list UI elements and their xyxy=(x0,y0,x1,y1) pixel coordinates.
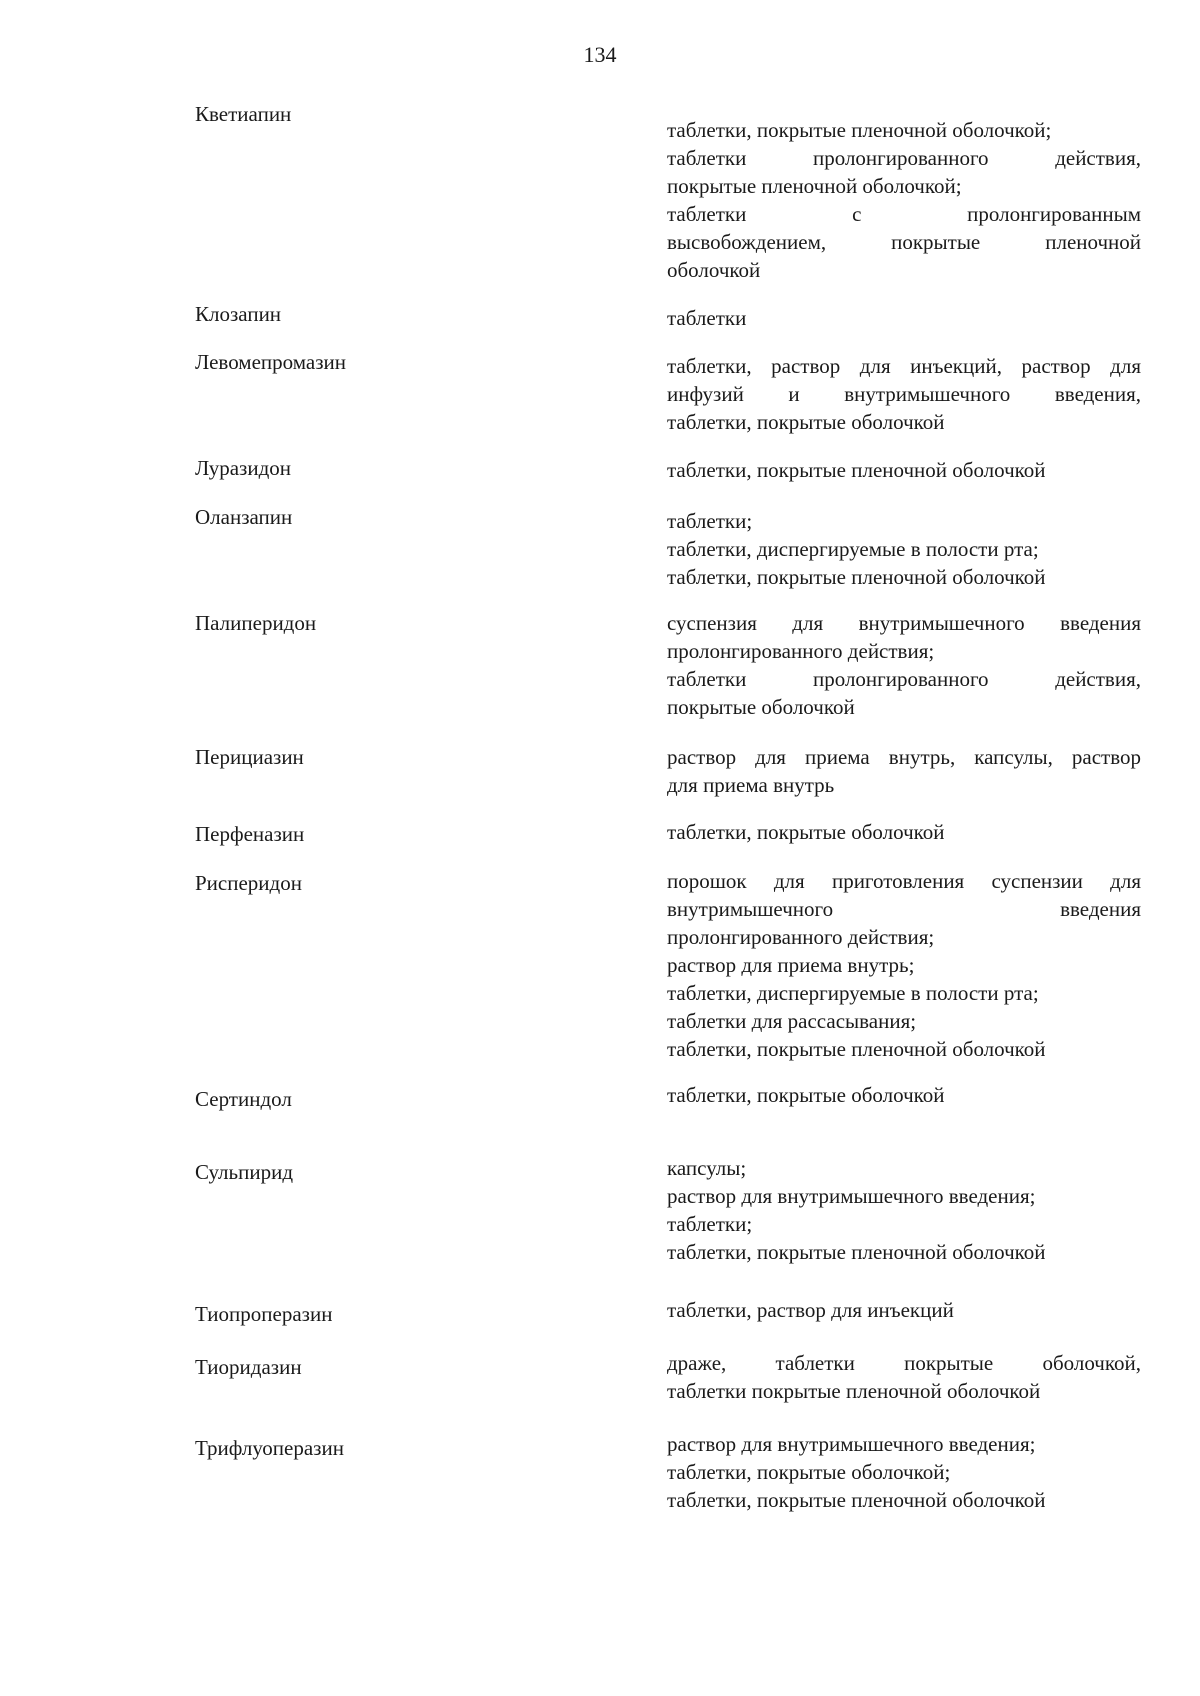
dosage-forms xyxy=(667,1296,1141,1324)
drug-name: Сертиндол xyxy=(195,1087,292,1111)
dosage-form-line: таблетки; xyxy=(667,1212,753,1236)
drug-name: Трифлуоперазин xyxy=(195,1436,344,1460)
dosage-form-line: раствор для приема внутрь, капсулы, раствор xyxy=(667,745,1141,769)
dosage-form-line: инфузий и внутримышечного введения, xyxy=(667,382,1141,406)
dosage-form-line: таблетки пролонгированного действия, xyxy=(667,667,1141,691)
drug-name: Перициазин xyxy=(195,745,304,769)
drug-name: Оланзапин xyxy=(195,505,293,529)
dosage-forms xyxy=(667,609,1141,721)
dosage-form-line: таблетки, раствор для инъекций, раствор для xyxy=(667,354,1141,378)
dosage-form-line: суспензия для внутримышечного введения xyxy=(667,611,1141,635)
dosage-form-line: оболочкой xyxy=(667,258,761,282)
dosage-form-line: таблетки, покрытые пленочной оболочкой xyxy=(667,1037,1046,1061)
dosage-form-line: таблетки пролонгированного действия, xyxy=(667,146,1141,170)
dosage-form-line: высвобождением, покрытые пленочной xyxy=(667,230,1141,254)
drug-name: Кветиапин xyxy=(195,102,292,126)
drug-name: Тиопроперазин xyxy=(195,1302,333,1326)
dosage-form-line: таблетки, покрытые пленочной оболочкой xyxy=(667,1240,1046,1264)
dosage-form-line: пролонгированного действия; xyxy=(667,639,935,663)
dosage-form-line: раствор для внутримышечного введения; xyxy=(667,1184,1036,1208)
drug-name: Клозапин xyxy=(195,302,282,326)
dosage-form-line: таблетки; xyxy=(667,509,753,533)
dosage-form-line: таблетки, покрытые пленочной оболочкой; xyxy=(667,118,1052,142)
dosage-forms xyxy=(667,743,1141,799)
dosage-form-line: таблетки для рассасывания; xyxy=(667,1009,917,1033)
dosage-form-line: таблетки покрытые пленочной оболочкой xyxy=(667,1379,1041,1403)
dosage-forms xyxy=(667,507,1141,591)
dosage-form-line: таблетки с пролонгированным xyxy=(667,202,1141,226)
dosage-form-line: покрытые пленочной оболочкой; xyxy=(667,174,962,198)
dosage-form-line: таблетки, покрытые оболочкой xyxy=(667,820,945,844)
dosage-forms xyxy=(667,1430,1141,1514)
drug-name: Перфеназин xyxy=(195,822,305,846)
dosage-forms xyxy=(667,1081,1141,1109)
dosage-forms xyxy=(667,352,1141,436)
drug-name: Луразидон xyxy=(195,456,291,480)
dosage-form-line: пролонгированного действия; xyxy=(667,925,935,949)
drug-name: Сульпирид xyxy=(195,1160,294,1184)
dosage-form-line: таблетки, раствор для инъекций xyxy=(667,1298,954,1322)
dosage-forms xyxy=(667,818,1141,846)
drug-name: Тиоридазин xyxy=(195,1355,302,1379)
dosage-form-line: таблетки, покрытые оболочкой xyxy=(667,1083,945,1107)
drug-name: Рисперидон xyxy=(195,871,302,895)
dosage-form-line: таблетки, покрытые оболочкой xyxy=(667,410,945,434)
dosage-form-line: внутримышечного введения xyxy=(667,897,1141,921)
dosage-form-line: раствор для внутримышечного введения; xyxy=(667,1432,1036,1456)
dosage-form-line: порошок для приготовления суспензии для xyxy=(667,869,1141,893)
dosage-form-line: таблетки, покрытые пленочной оболочкой xyxy=(667,565,1046,589)
drug-name: Палиперидон xyxy=(195,611,317,635)
dosage-form-line: таблетки, покрытые пленочной оболочкой xyxy=(667,1488,1046,1512)
dosage-form-line: таблетки, диспергируемые в полости рта; xyxy=(667,537,1039,561)
page-number: 134 xyxy=(583,42,617,67)
dosage-form-line: драже, таблетки покрытые оболочкой, xyxy=(667,1351,1141,1375)
dosage-form-line: таблетки, покрытые пленочной оболочкой xyxy=(667,458,1046,482)
dosage-forms xyxy=(667,456,1141,484)
dosage-forms xyxy=(667,1349,1141,1405)
dosage-forms xyxy=(667,867,1141,1063)
dosage-form-line: таблетки, диспергируемые в полости рта; xyxy=(667,981,1039,1005)
dosage-form-line: таблетки xyxy=(667,306,747,330)
dosage-forms xyxy=(667,1154,1141,1266)
dosage-form-line: капсулы; xyxy=(667,1156,747,1180)
dosage-form-line: покрытые оболочкой xyxy=(667,695,855,719)
dosage-form-line: раствор для приема внутрь; xyxy=(667,953,915,977)
dosage-form-line: для приема внутрь xyxy=(667,773,835,797)
dosage-forms xyxy=(667,304,1141,332)
drug-name: Левомепромазин xyxy=(195,350,346,374)
dosage-forms xyxy=(667,116,1141,284)
dosage-form-line: таблетки, покрытые оболочкой; xyxy=(667,1460,951,1484)
